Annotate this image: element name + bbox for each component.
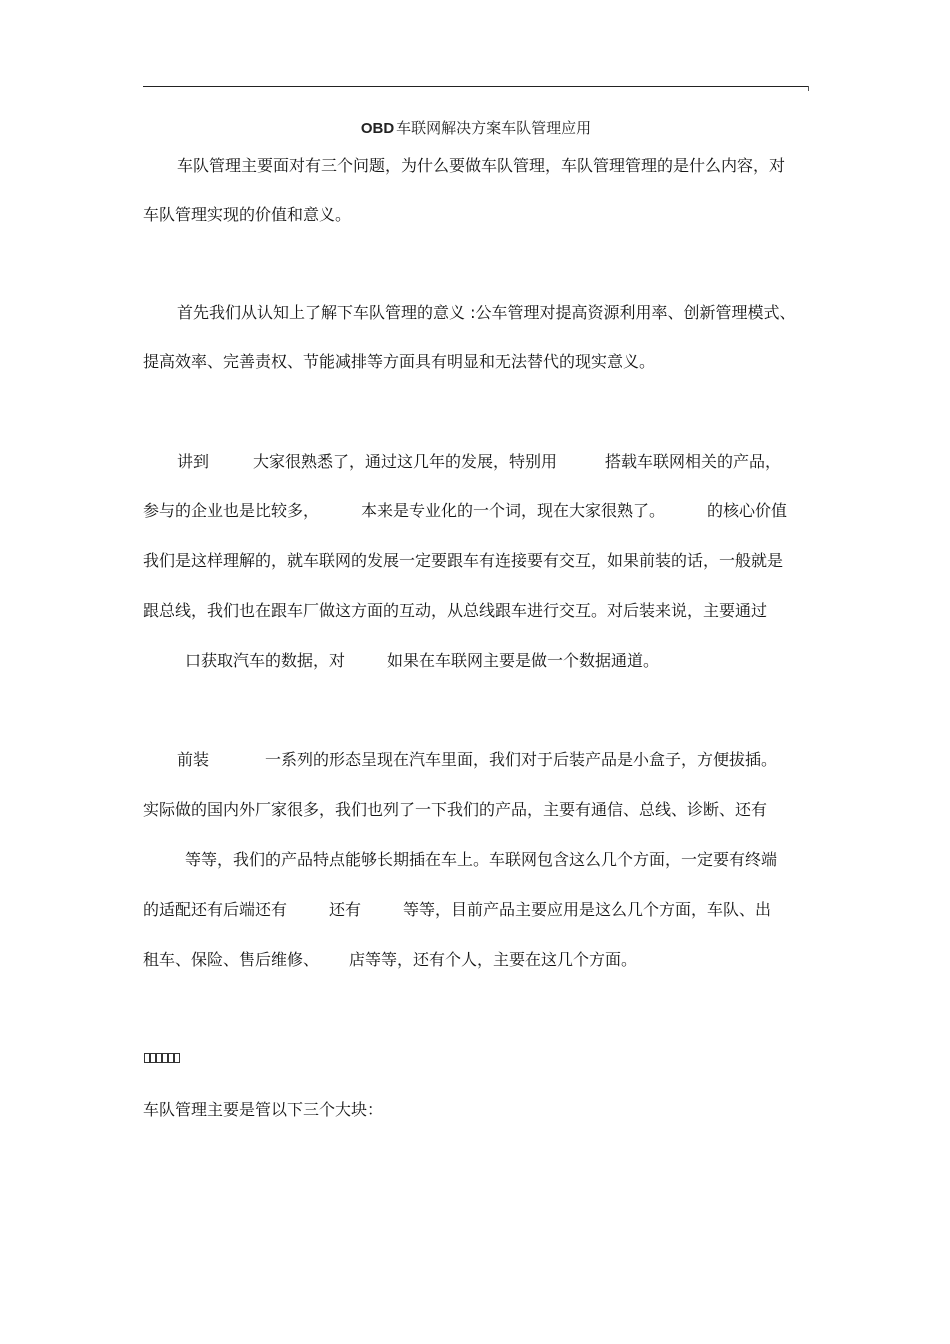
paragraph-3-line-3: 我们是这样理解的，就车联网的发展一定要跟车有连接要有交互，如果前装的话，一般就是 [143,551,784,570]
paragraph-4-line-5 [143,949,809,971]
paragraph-4-line-4 [143,899,809,921]
section-heading: 车队管理主要是管以下三个大块： [143,1100,384,1119]
text-segment: 等等，目前产品主要应用是这么几个方面，车队、出 [403,900,772,919]
paragraph-3-line-5 [143,650,809,672]
text-segment: 一系列的形态呈现在汽车里面，我们对于后装产品是小盒子，方便拔插。 [265,750,778,769]
header-rule [143,86,809,87]
paragraph-2-line-1: 首先我们从认知上了解下车队管理的意义 :公车管理对提高资源利用率、创新管理模式、 [177,303,796,322]
missing-glyph-box [174,1053,180,1063]
paragraph-4-line-3: 等等，我们的产品特点能够长期插在车上。车联网包含这么几个方面，一定要有终端 [185,850,778,869]
paragraph-4-line-2: 实际做的国内外厂家很多，我们也列了一下我们的产品，主要有通信、总线、诊断、还有 [143,800,768,819]
paragraph-3-line-2 [143,500,809,522]
text-segment: 店等等，还有个人，主要在这几个方面。 [349,950,638,969]
text-segment: 的适配还有后端还有 [143,900,288,919]
text-segment: 的核心价值 [707,501,788,520]
paragraph-1-line-1: 车队管理主要面对有三个问题，为什么要做车队管理，车队管理管理的是什么内容，对 [177,156,786,175]
header-rule-end-mark [808,86,809,91]
paragraph-3-line-1 [143,451,809,473]
text-segment: 本来是专业化的一个词，现在大家很熟了。 [361,501,666,520]
text-segment: 参与的企业也是比较多， [143,501,320,520]
text-segment: 搭载车联网相关的产品， [605,452,782,471]
text-segment: 大家很熟悉了，通过这几年的发展，特别用 [253,452,558,471]
paragraph-1-line-2: 车队管理实现的价值和意义。 [143,205,352,224]
text-segment: 租车、保险、售后维修、 [143,950,320,969]
document-title [143,118,809,139]
title-prefix: OBD [360,120,395,137]
missing-glyph-boxes [144,1053,180,1065]
text-segment: 还有 [329,900,362,919]
text-segment: 如果在车联网主要是做一个数据通道。 [387,651,660,670]
text-segment: 口获取汽车的数据，对 [185,651,346,670]
title-text: 车联网解决方案车队管理应用 [396,119,592,137]
text-segment: 讲到 [177,452,210,471]
paragraph-3-line-4: 跟总线，我们也在跟车厂做这方面的互动，从总线跟车进行交互。对后装来说，主要通过 [143,601,768,620]
paragraph-2-line-2: 提高效率、完善责权、节能减排等方面具有明显和无法替代的现实意义。 [143,352,656,371]
text-segment: 前装 [177,750,210,769]
paragraph-4-line-1 [143,749,809,771]
